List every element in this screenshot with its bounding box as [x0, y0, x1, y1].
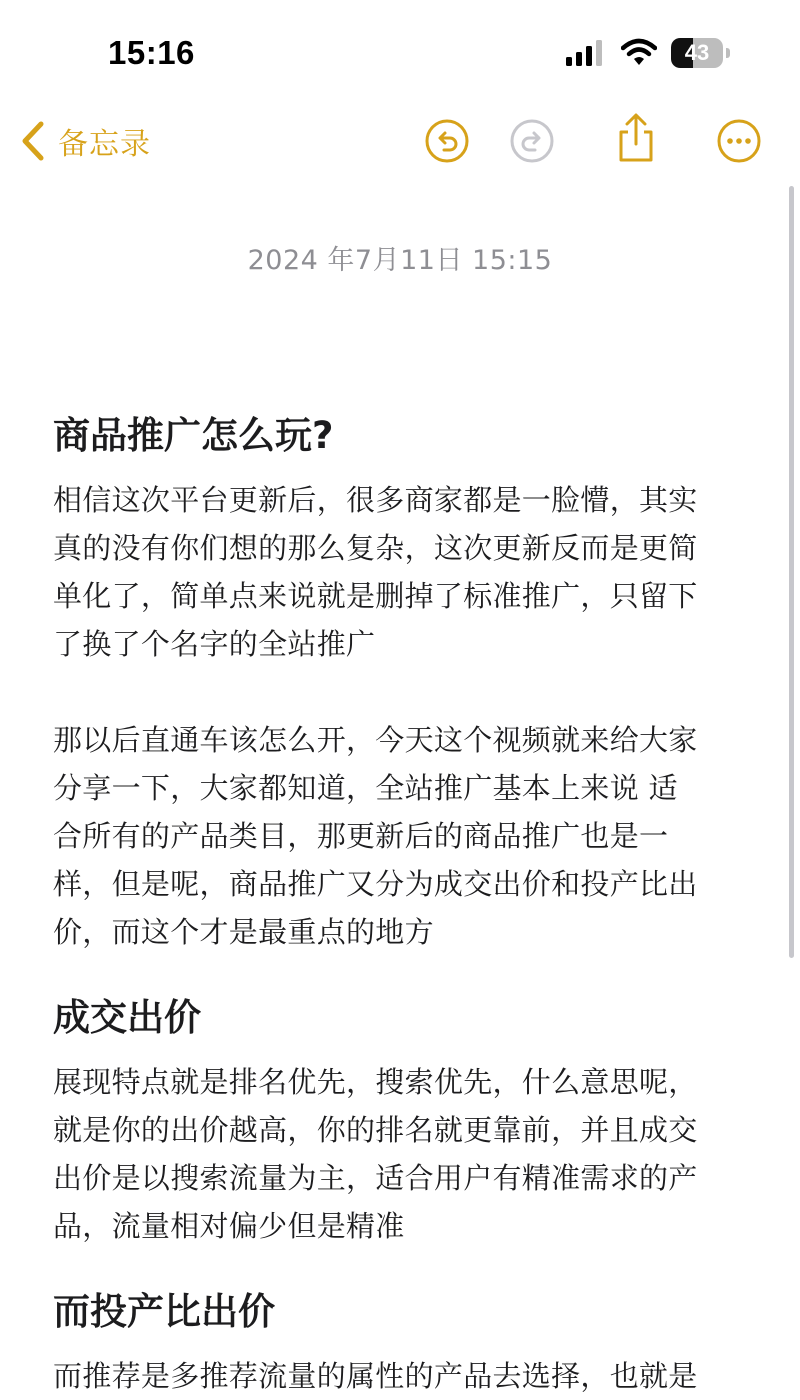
wifi-icon — [621, 38, 657, 66]
paragraph — [53, 476, 753, 668]
text-line: 品，流量相对偏少但是精准 — [53, 1209, 405, 1243]
undo-button[interactable] — [424, 118, 470, 164]
text-line: 而推荐是多推荐流量的属性的产品去选择，也就是 — [53, 1359, 698, 1393]
text-line: 价，而这个才是最重点的地方 — [53, 915, 434, 949]
back-label: 备忘录 — [58, 127, 151, 162]
text-line: 就是你的出价越高，你的排名就更靠前，并且成交 — [53, 1113, 698, 1147]
text-line: 样，但是呢，商品推广又分为成交出价和投产比出 — [53, 867, 698, 901]
battery-level: 43 — [684, 40, 710, 65]
paragraph — [53, 716, 753, 956]
text-line: 分享一下，大家都知道，全站推广基本上来说 适 — [53, 771, 678, 805]
text-line: 相信这次平台更新后，很多商家都是一脸懵，其实 — [53, 483, 698, 517]
text-line: 了换了个名字的全站推广 — [53, 627, 376, 661]
text-line: 那以后直通车该怎么开，今天这个视频就来给大家 — [53, 723, 698, 757]
text-line: 合所有的产品类目，那更新后的商品推广也是一 — [53, 819, 669, 853]
more-options-button[interactable] — [716, 118, 762, 164]
status-bar — [0, 0, 800, 100]
redo-button[interactable] — [509, 118, 555, 164]
paragraph — [53, 1058, 753, 1250]
chevron-left-icon — [20, 120, 46, 162]
navigation-bar — [0, 100, 800, 190]
section-heading: 成交出价 — [53, 996, 201, 1039]
note-body[interactable] — [53, 408, 753, 1400]
status-time: 15:16 — [108, 34, 195, 71]
back-button[interactable] — [20, 116, 151, 166]
paragraph — [53, 1352, 753, 1400]
text-line: 真的没有你们想的那么复杂，这次更新反而是更简 — [53, 531, 698, 565]
share-button[interactable] — [613, 112, 659, 164]
section-heading: 商品推广怎么玩? — [53, 414, 334, 457]
scroll-indicator[interactable] — [789, 186, 794, 958]
note-date: 2024 年7月11日 15:15 — [247, 245, 553, 276]
cellular-signal-icon — [566, 40, 606, 66]
text-line: 单化了，简单点来说就是删掉了标准推广，只留下 — [53, 579, 698, 613]
text-line: 展现特点就是排名优先，搜索优先，什么意思呢， — [53, 1065, 698, 1099]
section-heading: 而投产比出价 — [53, 1290, 275, 1333]
battery-icon — [671, 38, 733, 68]
text-line: 出价是以搜索流量为主，适合用户有精准需求的产 — [53, 1161, 698, 1195]
